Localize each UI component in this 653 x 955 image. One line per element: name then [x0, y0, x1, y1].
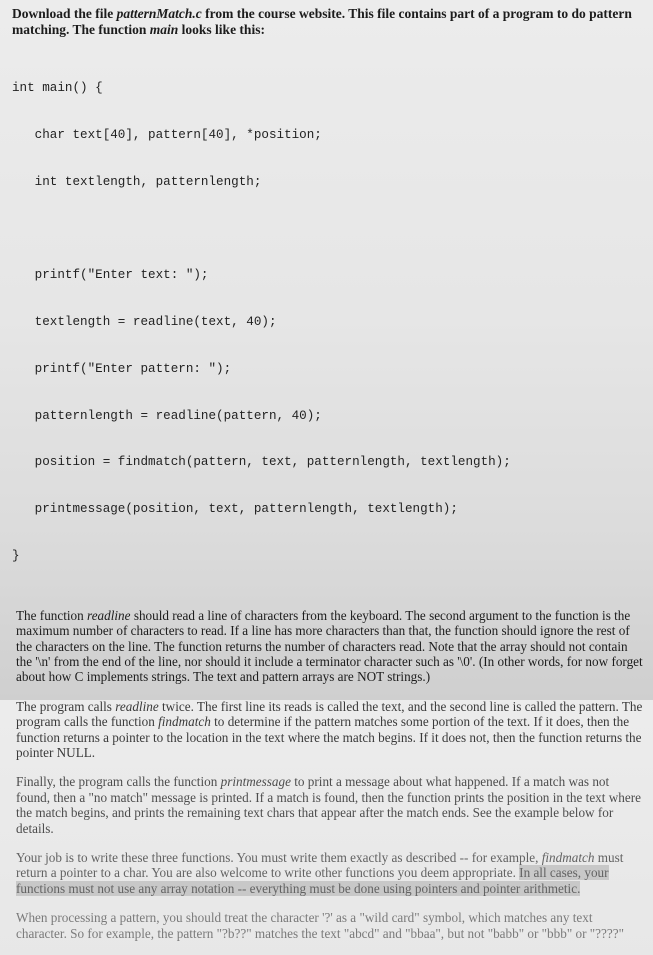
- p4-text-b: must return a pointer to a char. You are also welcome to write other functions you deem appropriate.: [16, 850, 624, 881]
- p3-text-b: to print a message about what happened. If a match was not found, then a "no match" message is printed. If a match is found, then the function prints the position in the text where the match begins, and prints the remaining text chars that appear after the match ends. See the example below for details.: [16, 774, 641, 836]
- p1-func: readline: [87, 607, 131, 623]
- p3-text-a: Finally, the program calls the function: [16, 774, 221, 790]
- p2-func-2: findmatch: [158, 714, 211, 730]
- intro-main-func: main: [149, 22, 179, 37]
- code-line: patternlength = readline(pattern, 40);: [12, 408, 322, 423]
- code-line: printmessage(position, text, patternlength, textlength);: [12, 502, 458, 517]
- code-line: char text[40], pattern[40], *position;: [12, 127, 322, 142]
- printmessage-paragraph: [16, 774, 646, 836]
- p1-text-b: should read a line of characters from the keyboard. The second argument to the function is the maximum number of characters to read. If a line has more characters than that, the function should ignore the rest of the characters on the line. The function returns the number of characters read. Note that the array should not contain the '\n' from the end of the line, nor should it include a terminator character such as '\0'. (In other words, for now forget about how C implements strings. The text and pattern arrays are NOT strings.): [16, 607, 643, 685]
- intro-filename: patternMatch.c: [116, 6, 202, 21]
- task-paragraph: [16, 850, 646, 896]
- p3-func: printmessage: [220, 774, 291, 790]
- intro-paragraph: [12, 6, 646, 38]
- code-line: }: [12, 549, 20, 563]
- readline-paragraph: [16, 608, 646, 685]
- findmatch-paragraph: [16, 699, 646, 761]
- document-page: [10, 6, 646, 955]
- p2-text-a: The program calls: [16, 698, 116, 714]
- p4-text-a: Your job is to write these three functions. You must write them exactly as described -- for example,: [16, 850, 542, 866]
- code-block: [12, 50, 646, 596]
- p1-text-a: The function: [16, 607, 88, 623]
- p4-func: findmatch: [541, 850, 595, 866]
- intro-text-1: Download the file: [12, 6, 117, 21]
- p5-text: When processing a pattern, you should treat the character '?' as a "wild card" symbol, which matches any text character. So for example, the pattern "?b??" matches the text "abcd" and "bbaa", but not "babb" or "bbb" or "????": [16, 910, 624, 941]
- code-line: printf("Enter text: ");: [12, 268, 209, 283]
- code-line: printf("Enter pattern: ");: [12, 361, 232, 376]
- p2-text-b: twice. The first line its reads is called the text, and the second line is called the pattern. The program calls the function: [16, 698, 643, 730]
- wildcard-paragraph: [16, 910, 646, 941]
- p4-highlighted-rule: In all cases, your functions must not use any array notation -- everything must be done using pointers and pointer arithmetic.: [16, 865, 609, 896]
- code-line: int textlength, patternlength;: [12, 174, 262, 189]
- intro-text-2: from the course website. This file contains part of a program to do pattern matching. The function: [12, 6, 632, 37]
- p2-func-1: readline: [115, 698, 159, 714]
- code-line: textlength = readline(text, 40);: [12, 315, 277, 330]
- p2-text-c: to determine if the pattern matches some portion of the text. If it does, then the function returns a pointer to the location in the text where the match begins. If it does not, then the function returns the pointer NULL.: [16, 714, 642, 761]
- intro-text-3: looks like this:: [178, 22, 265, 37]
- code-line: int main() {: [12, 81, 103, 96]
- code-blank-line: [12, 222, 646, 238]
- code-line: position = findmatch(pattern, text, patternlength, textlength);: [12, 455, 511, 470]
